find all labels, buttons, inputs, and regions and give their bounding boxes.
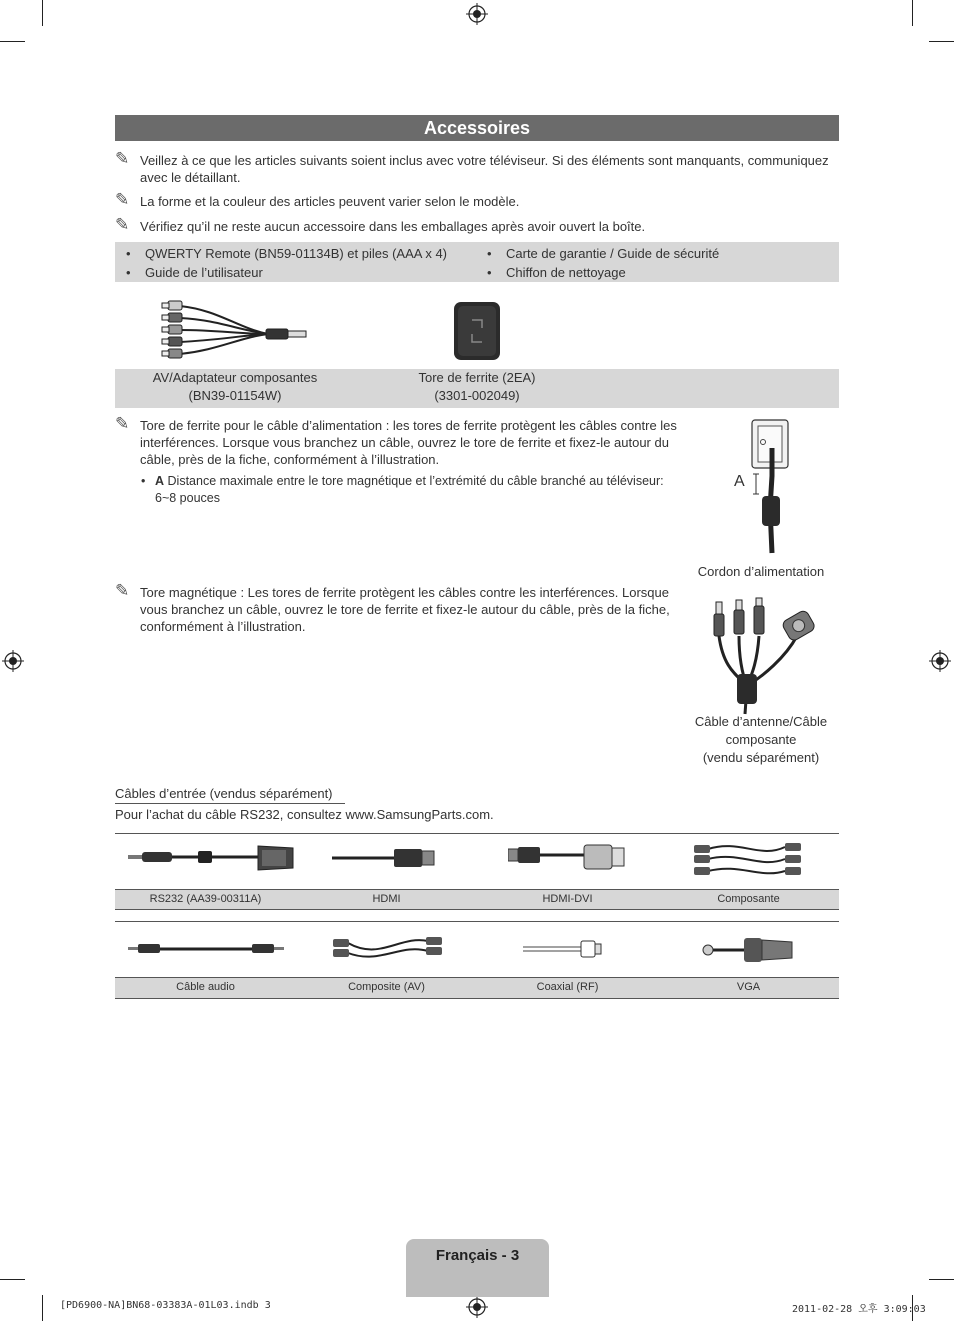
crop-mark xyxy=(929,1279,954,1280)
composite-cable-illustration xyxy=(330,931,444,965)
hdmi-cable-illustration xyxy=(332,845,437,871)
crop-mark xyxy=(0,41,25,42)
bullet-icon: • xyxy=(487,246,492,261)
list-item: • QWERTY Remote (BN59-01134B) et piles (AAA x 4) xyxy=(126,246,448,261)
input-cables-heading: Câbles d’entrée (vendus séparément) xyxy=(115,786,333,801)
note-contents-check xyxy=(115,149,839,186)
note-pen-icon: ✎ xyxy=(115,149,130,168)
page-title: Accessoires xyxy=(115,115,839,141)
cable-caption: VGA xyxy=(736,981,761,993)
coaxial-cable-illustration xyxy=(523,938,603,960)
registration-mark-icon xyxy=(466,1296,488,1318)
page-number-tab: Français - 3 xyxy=(406,1239,549,1297)
cable-caption: Coaxial (RF) xyxy=(536,981,599,993)
note-text: La forme et la couleur des articles peuvent varier selon le modèle. xyxy=(140,194,520,209)
note-pen-icon: ✎ xyxy=(115,190,130,209)
bullet-icon: • xyxy=(141,474,146,488)
crop-mark xyxy=(912,0,913,26)
cable-caption: Composite (AV) xyxy=(348,981,425,993)
crop-mark xyxy=(0,1279,25,1280)
note-pen-icon: ✎ xyxy=(115,581,130,600)
cable-caption: HDMI-DVI xyxy=(542,893,593,905)
bullet-icon: • xyxy=(487,265,492,280)
registration-mark-icon xyxy=(2,650,24,672)
registration-mark-icon xyxy=(466,3,488,25)
power-cord-caption: Cordon d’alimentation xyxy=(697,564,825,579)
crop-mark xyxy=(929,41,954,42)
note-pen-icon: ✎ xyxy=(115,215,130,234)
accessory-caption: Tore de ferrite (2EA) (3301-002049) xyxy=(418,370,536,403)
note-text: Tore magnétique : Les tores de ferrite protègent les câbles contre les interférences. Lorsque vous branchez un câble, ouvrez le tore de ferrite et fixez-le autour du câble, près de la fiche, conformément à l’illustration. xyxy=(140,585,670,634)
divider xyxy=(115,909,839,910)
cable-caption: Composante xyxy=(717,893,780,905)
antenna-cable-caption: Câble d’antenne/Câble composante (vendu séparément) xyxy=(694,714,828,765)
distance-label: A xyxy=(734,473,745,490)
cable-caption: RS232 (AA39-00311A) xyxy=(149,893,262,905)
divider xyxy=(115,833,839,834)
note-packaging xyxy=(115,215,839,235)
crop-mark xyxy=(42,1295,43,1321)
list-item: • Carte de garantie / Guide de sécurité xyxy=(487,246,720,261)
note-ferrite-power xyxy=(115,414,690,468)
distance-bullet: • A Distance maximale entre le tore magnétique et l’extrémité du câble branché au téléviseur: 6~8 pouces xyxy=(141,474,664,505)
note-ferrite-antenna xyxy=(115,581,690,635)
rs232-note: Pour l’achat du câble RS232, consultez www.SamsungParts.com. xyxy=(115,807,494,822)
cable-caption: Câble audio xyxy=(176,981,235,993)
print-timestamp: 2011-02-28 오후 3:09:03 xyxy=(792,1304,926,1315)
divider xyxy=(115,889,839,890)
divider xyxy=(115,977,839,978)
cable-caption: HDMI xyxy=(372,893,401,905)
note-text: Tore de ferrite pour le câble d’alimentation : les tores de ferrite protègent les câbles contre les interférences. Lorsque vous branchez un câble, ouvrez le tore de ferrite et fixez-le autour du câble, près de la fiche, conformément à l’illustration. xyxy=(140,418,677,467)
list-item: • Guide de l’utilisateur xyxy=(126,265,263,280)
ferrite-core-illustration xyxy=(452,300,502,362)
accessory-caption: AV/Adaptateur composantes (BN39-01154W) xyxy=(152,370,318,403)
av-adapter-illustration xyxy=(158,298,313,366)
list-item: • Chiffon de nettoyage xyxy=(487,265,626,280)
component-cable-illustration xyxy=(690,839,805,881)
note-shape-color xyxy=(115,190,839,210)
crop-mark xyxy=(42,0,43,26)
heading-underline xyxy=(115,803,345,804)
divider xyxy=(115,998,839,999)
bullet-icon: • xyxy=(126,246,131,261)
divider xyxy=(115,921,839,922)
registration-mark-icon xyxy=(929,650,951,672)
rs232-cable-illustration xyxy=(128,842,298,874)
bullet-icon: • xyxy=(126,265,131,280)
audio-cable-illustration xyxy=(128,940,284,958)
note-pen-icon: ✎ xyxy=(115,414,130,433)
hdmi-dvi-cable-illustration xyxy=(508,841,628,873)
antenna-cable-illustration xyxy=(705,596,820,716)
print-file-info: [PD6900-NA]BN68-03383A-01L03.indb 3 xyxy=(60,1300,271,1311)
note-text: Vérifiez qu’il ne reste aucun accessoire dans les emballages après avoir ouvert la boîte. xyxy=(140,219,646,234)
note-text: Veillez à ce que les articles suivants soient inclus avec votre téléviseur. Si des éléments sont manquants, communiquez avec le détaillant. xyxy=(140,153,829,185)
vga-cable-illustration xyxy=(700,936,796,964)
